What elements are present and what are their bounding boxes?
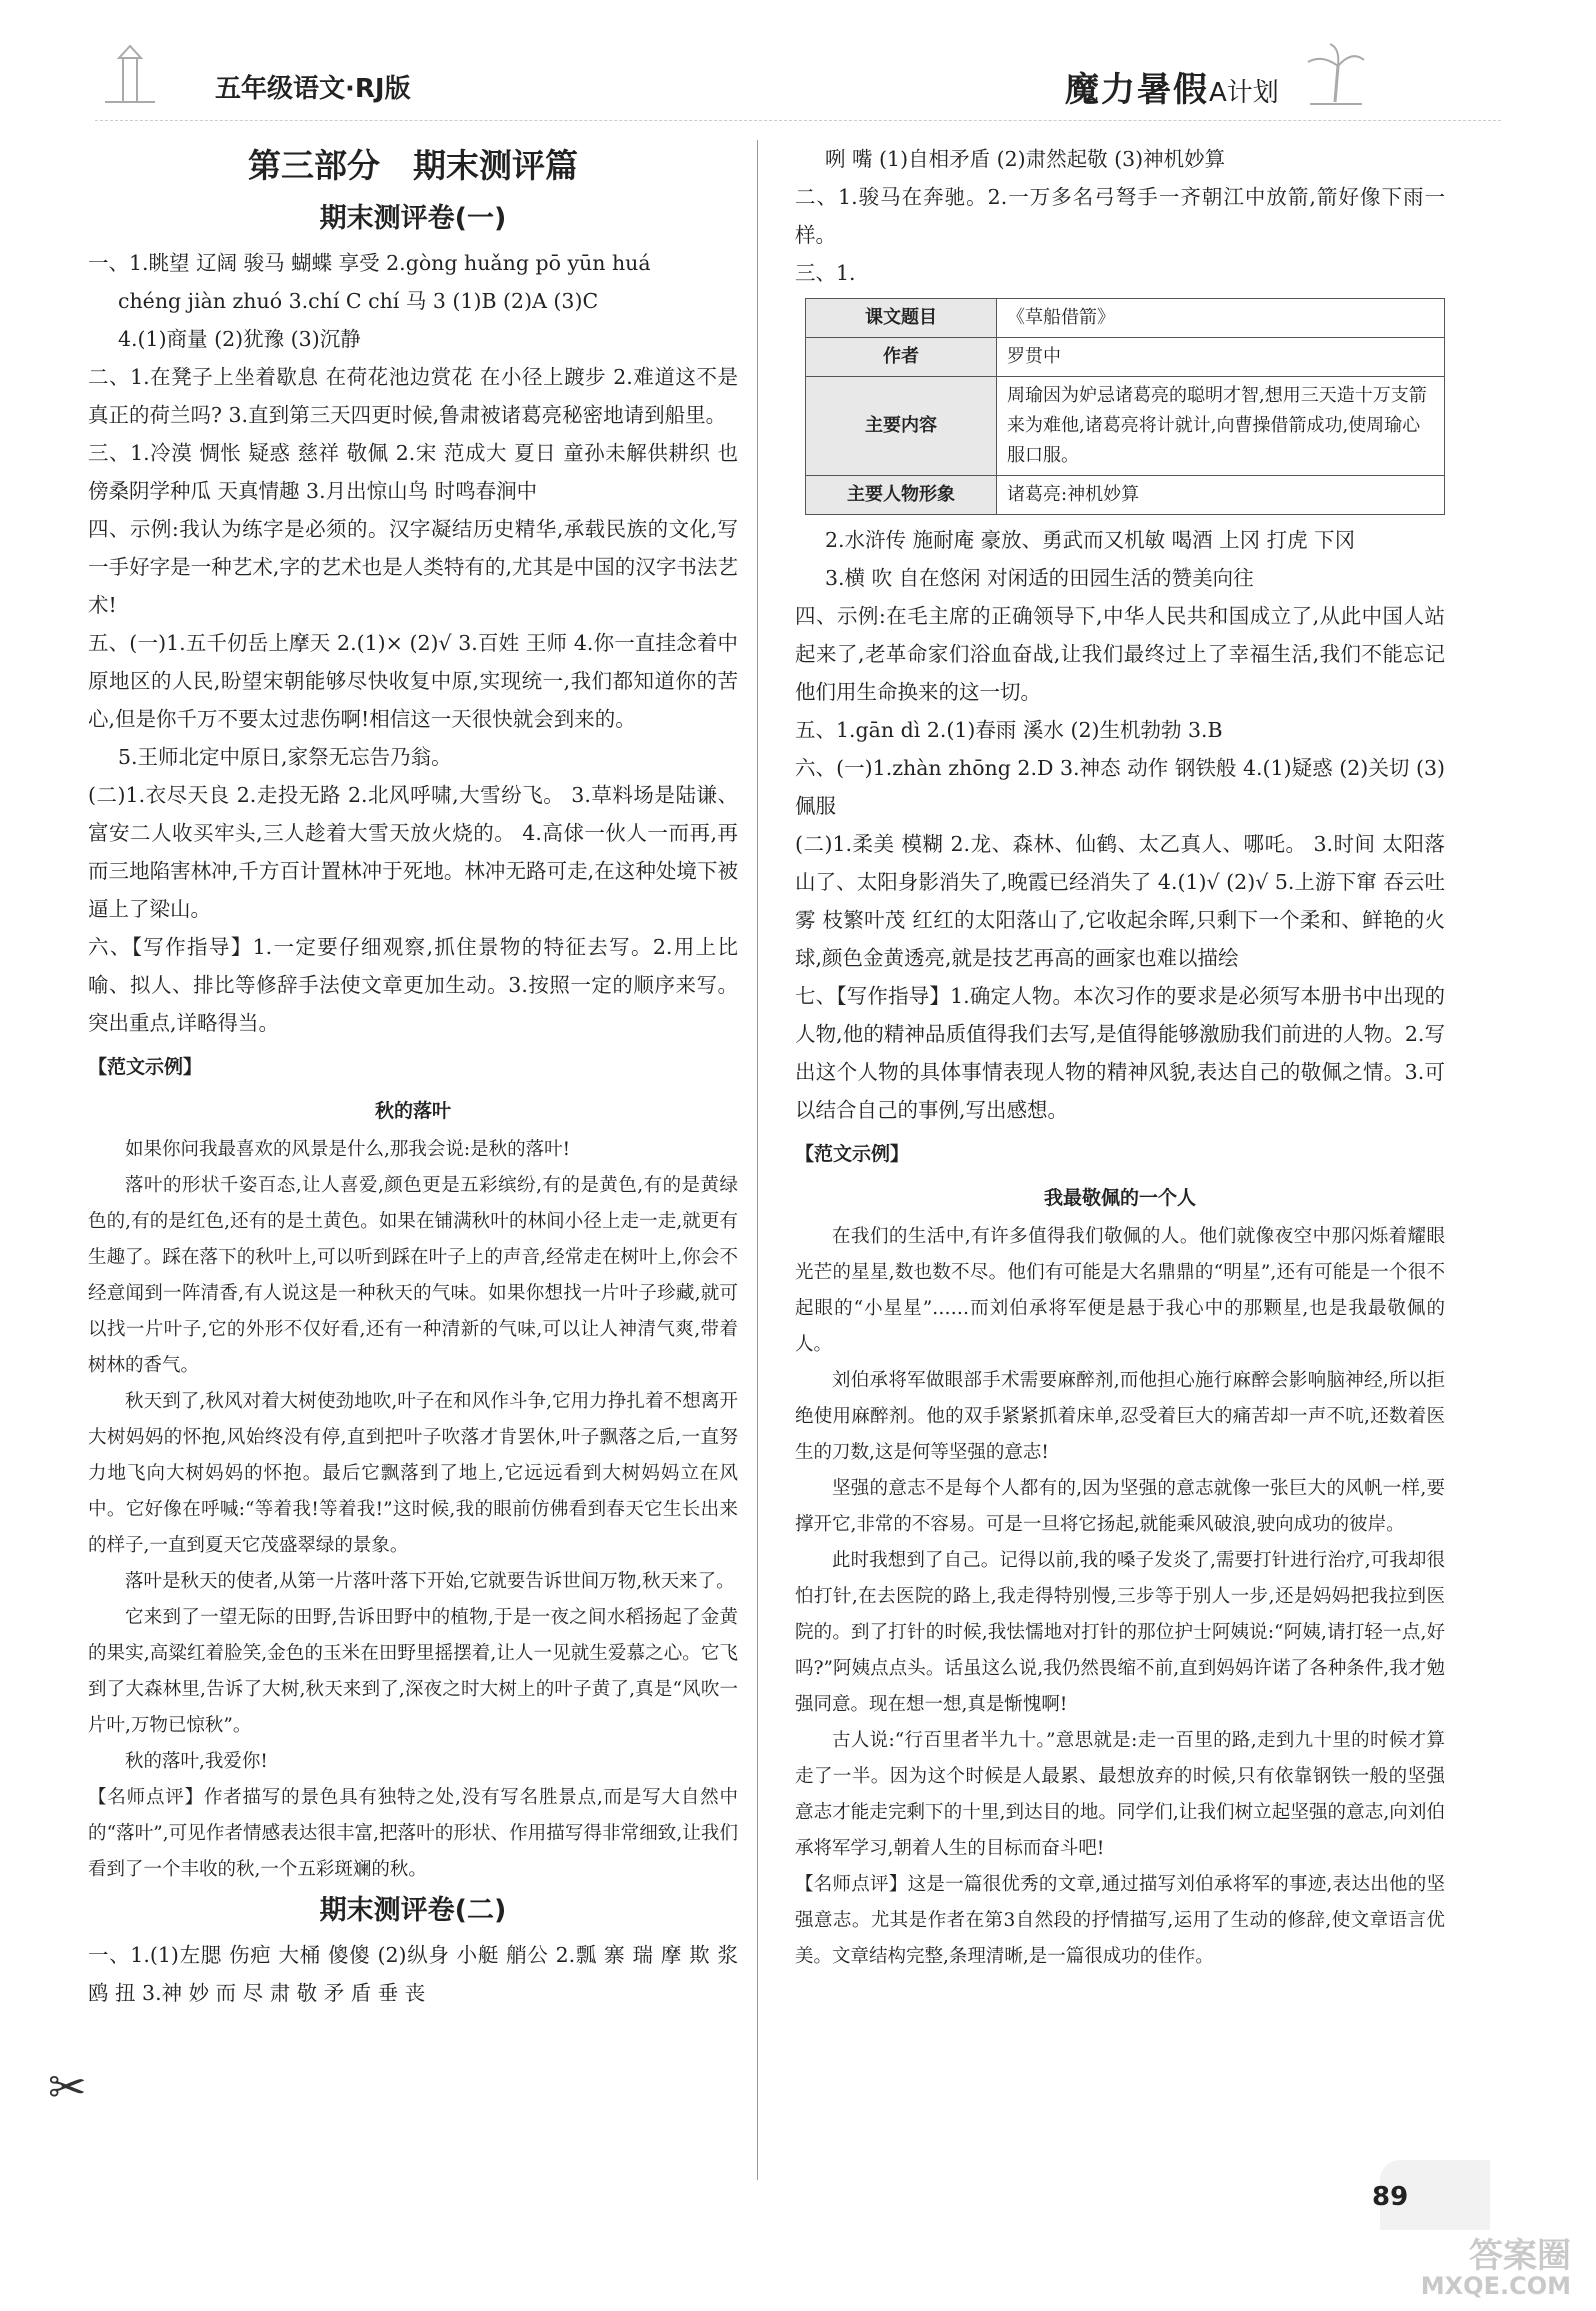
answer-line: 六、【写作指导】1.一定要仔细观察,抓住景物的特征去写。2.用上比喻、拟人、排比等修辞手法使文章更加生动。3.按照一定的顺序来写。突出重点,详略得当。 (88, 935, 738, 1035)
watermark-logo: 答案圈 (1469, 2236, 1571, 2276)
essay-paragraph: 此时我想到了自己。记得以前,我的嗓子发炎了,需要打针进行治疗,可我却很怕打针,在去医院的路上,我走得特别慢,三步等于别人一步,还是妈妈把我拉到医院的。到了打针的时候,我怯懦地对打针的那位护士阿姨说:“阿姨,请打轻一点,好吗?”阿姨点点头。话虽这么说,我仍然畏缩不前,直到妈妈许诺了各种条件,我才勉强同意。现在想一想,真是惭愧啊! (795, 1550, 1445, 1715)
answer-line: 4.(1)商量 (2)犹豫 (3)沉静 (118, 327, 361, 351)
answer-line: 四、示例:我认为练字是必须的。汉字凝结历史精华,承载民族的文化,写一手好字是一种艺术,字的艺术也是人类特有的,尤其是中国的汉字书法艺术! (88, 517, 738, 617)
essay-paragraph: 如果你问我最喜欢的风景是什么,那我会说:是秋的落叶! (125, 1139, 571, 1160)
essay-paragraph: 它来到了一望无际的田野,告诉田野中的植物,于是一夜之间水稻扬起了金黄的果实,高粱红着脸笑,金色的玉米在田野里摇摆着,让人一见就生爱慕之心。它飞到了大森林里,告诉了大树,秋天来到了,深夜之时大树上的叶子黄了,真是“风吹一片叶,万物已惊秋”。 (88, 1607, 738, 1736)
sample-label: 【范文示例】 (88, 1056, 203, 1078)
answer-line: chéng jiàn zhuó 3.chí C chí 马 3 (1)B (2)A (3)C (118, 289, 599, 313)
part-title: 第三部分 期末测评篇 (248, 146, 578, 185)
table-value: 罗贯中 (997, 338, 1445, 377)
lighthouse-icon (95, 40, 165, 110)
answer-line: 五、1.gān dì 2.(1)春雨 溪水 (2)生机勃勃 3.B (795, 718, 1223, 742)
table-key: 课文题目 (806, 299, 997, 338)
teacher-review: 【名师点评】这是一篇很优秀的文章,通过描写刘伯承将军的事迹,表达出他的坚强意志。尤其是作者在第3自然段的抒情描写,运用了生动的修辞,使文章语言优美。文章结构完整,条理清晰,是一篇很成功的佳作。 (795, 1874, 1445, 1967)
scissors-icon: ✂ (48, 2060, 87, 2114)
answer-line: 二、1.骏马在奔驰。2.一万多名弓弩手一齐朝江中放箭,箭好像下雨一样。 (795, 185, 1445, 247)
answer-line: 四、示例:在毛主席的正确领导下,中华人民共和国成立了,从此中国人站起来了,老革命家们浴血奋战,让我们最终过上了幸福生活,我们不能忘记他们用生命换来的这一切。 (795, 604, 1445, 704)
answer-line: (二)1.柔美 模糊 2.龙、森林、仙鹤、太乙真人、哪吒。 3.时间 太阳落山了、太阳身影消失了,晚霞已经消失了 4.(1)√ (2)√ 5.上游下窜 吞云吐雾 枝繁叶茂 红红的太阳落山了,它收起余晖,只剩下一个柔和、鲜艳的火球,颜色金黄透亮,就是技艺再高的画家也难以描绘 (795, 832, 1445, 970)
answer-line: 三、1. (795, 261, 856, 285)
teacher-review: 【名师点评】作者描写的景色具有独特之处,没有写名胜景点,而是写大自然中的“落叶”,可见作者情感表达很丰富,把落叶的形状、作用描写得非常细致,让我们看到了一个丰收的秋,一个五彩斑斓的秋。 (88, 1787, 738, 1880)
left-column (88, 140, 738, 2012)
table-row (806, 338, 1445, 377)
essay-title: 我最敬佩的一个人 (1043, 1187, 1196, 1209)
essay-paragraph: 落叶的形状千姿百态,让人喜爱,颜色更是五彩缤纷,有的是黄色,有的是黄绿色的,有的是红色,还有的是土黄色。如果在铺满秋叶的林间小径上走一走,就更有生趣了。踩在落下的秋叶上,可以听到踩在叶子上的声音,经常走在树叶上,你会不经意闻到一阵清香,有人说这是一种秋天的气味。如果你想找一片叶子珍藏,就可以找一片叶子,它的外形不仅好看,还有一种清新的气味,可以让人神清气爽,带着树林的香气。 (88, 1175, 738, 1376)
answer-line: 2.水浒传 施耐庵 豪放、勇武而又机敏 喝酒 上冈 打虎 下冈 (825, 528, 1356, 552)
answer-line: 五、(一)1.五千仞岳上摩天 2.(1)× (2)√ 3.百姓 王师 4.你一直挂念着中原地区的人民,盼望宋朝能够尽快收复中原,实现统一,我们都知道你的苦心,但是你千万不要太过悲伤啊!相信这一天很快就会到来的。 (88, 631, 738, 731)
header-series-title (1065, 62, 1279, 111)
essay-paragraph: 古人说:“行百里者半九十。”意思就是:走一百里的路,走到九十里的时候才算走了一半。因为这个时候是人最累、最想放弃的时候,只有依靠钢铁一般的坚强意志才能走完剩下的十里,到达目的地。同学们,让我们树立起坚强的意志,向刘伯承将军学习,朝着人生的目标而奋斗吧! (795, 1730, 1445, 1859)
answer-line: 六、(一)1.zhàn zhōng 2.D 3.神态 动作 钢铁般 4.(1)疑惑 (2)关切 (3)佩服 (795, 756, 1445, 818)
answer-line: 三、1.冷漠 惆怅 疑惑 慈祥 敬佩 2.宋 范成大 夏日 童孙未解供耕织 也傍桑阴学种瓜 天真情趣 3.月出惊山鸟 时鸣春涧中 (88, 441, 738, 503)
page-number: 89 (1372, 2182, 1409, 2212)
table-value: 《草船借箭》 (997, 299, 1445, 338)
answer-line: 七、【写作指导】1.确定人物。本次习作的要求是必须写本册书中出现的人物,他的精神品质值得我们去写,是值得能够激励我们前进的人物。2.写出这个人物的具体事情表现人物的精神风貌,表达自己的敬佩之情。3.可以结合自己的事例,写出感想。 (795, 984, 1445, 1122)
answer-line: 咧 嘴 (1)自相矛盾 (2)肃然起敬 (3)神机妙算 (825, 147, 1226, 171)
right-column (795, 140, 1445, 1975)
table-key: 作者 (806, 338, 997, 377)
table-key: 主要内容 (806, 377, 997, 476)
column-divider (757, 140, 758, 2180)
exam-2-title: 期末测评卷(二) (319, 1895, 507, 1926)
answer-line: 3.横 吹 自在悠闲 对闲适的田园生活的赞美向往 (825, 566, 1254, 590)
essay-paragraph: 刘伯承将军做眼部手术需要麻醉剂,而他担心施行麻醉会影响脑神经,所以拒绝使用麻醉剂。他的双手紧紧抓着床单,忍受着巨大的痛苦却一声不吭,还数着医生的刀数,这是何等坚强的意志! (795, 1370, 1445, 1463)
table-row (806, 299, 1445, 338)
essay-paragraph: 坚强的意志不是每个人都有的,因为坚强的意志就像一张巨大的风帆一样,要撑开它,非常的不容易。可是一旦将它扬起,就能乘风破浪,驶向成功的彼岸。 (795, 1478, 1445, 1535)
summary-table (805, 298, 1445, 515)
answer-line: (二)1.衣尽天良 2.走投无路 2.北风呼啸,大雪纷飞。 3.草料场是陆谦、富安二人收买牢头,三人趁着大雪天放火烧的。 4.高俅一伙人一而再,再而三地陷害林冲,千方百计置林冲于死地。林冲无路可走,在这种处境下被逼上了梁山。 (88, 783, 738, 921)
table-key: 主要人物形象 (806, 476, 997, 515)
exam-1-title: 期末测评卷(一) (319, 203, 507, 234)
essay-paragraph: 在我们的生活中,有许多值得我们敬佩的人。他们就像夜空中那闪烁着耀眼光芒的星星,数也数不尽。他们有可能是大名鼎鼎的“明星”,还有可能是一个很不起眼的“小星星”……而刘伯承将军便是悬于我心中的那颗星,也是我最敬佩的人。 (795, 1226, 1445, 1355)
essay-paragraph: 秋天到了,秋风对着大树使劲地吹,叶子在和风作斗争,它用力挣扎着不想离开大树妈妈的怀抱,风始终没有停,直到把叶子吹落才肯罢休,叶子飘落之后,一直努力地飞向大树妈妈的怀抱。最后它飘落到了地上,它远远看到大树妈妈立在风中。它好像在呼喊:“等着我!等着我!”这时候,我的眼前仿佛看到春天它生长出来的样子,一直到夏天它茂盛翠绿的景象。 (88, 1391, 738, 1556)
series-sub: A计划 (1209, 78, 1279, 108)
essay-title: 秋的落叶 (374, 1100, 451, 1122)
watermark-url: MXQE.COM (1420, 2272, 1571, 2300)
answer-line: 一、1.(1)左腮 伤疤 大桶 傻傻 (2)纵身 小艇 艄公 2.瓢 寨 瑞 摩 欺 浆 鸥 扭 3.神 妙 而 尽 肃 敬 矛 盾 垂 丧 (88, 1943, 738, 2005)
series-main: 魔力暑假 (1065, 70, 1209, 110)
answer-line: 二、1.在凳子上坐着歇息 在荷花池边赏花 在小径上踱步 2.难道这不是真正的荷兰吗? 3.直到第三天四更时候,鲁肃被诸葛亮秘密地请到船里。 (88, 365, 738, 427)
palm-tree-icon (1300, 40, 1370, 110)
table-value: 周瑜因为妒忌诸葛亮的聪明才智,想用三天造十万支箭来为难他,诸葛亮将计就计,向曹操借箭成功,使周瑜心服口服。 (997, 377, 1445, 476)
table-row (806, 476, 1445, 515)
essay-paragraph: 落叶是秋天的使者,从第一片落叶落下开始,它就要告诉世间万物,秋天来了。 (125, 1571, 735, 1592)
header-book-title: 五年级语文·RJ版 (215, 74, 411, 104)
table-value: 诸葛亮:神机妙算 (997, 476, 1445, 515)
essay-paragraph: 秋的落叶,我爱你! (125, 1751, 268, 1772)
sample-label: 【范文示例】 (795, 1143, 910, 1165)
header-rule (95, 120, 1501, 121)
answer-line: 5.王师北定中原日,家祭无忘告乃翁。 (118, 745, 452, 769)
table-row (806, 377, 1445, 476)
answer-line: 一、1.眺望 辽阔 骏马 蝴蝶 享受 2.gòng huǎng pō yūn huá (88, 251, 651, 275)
